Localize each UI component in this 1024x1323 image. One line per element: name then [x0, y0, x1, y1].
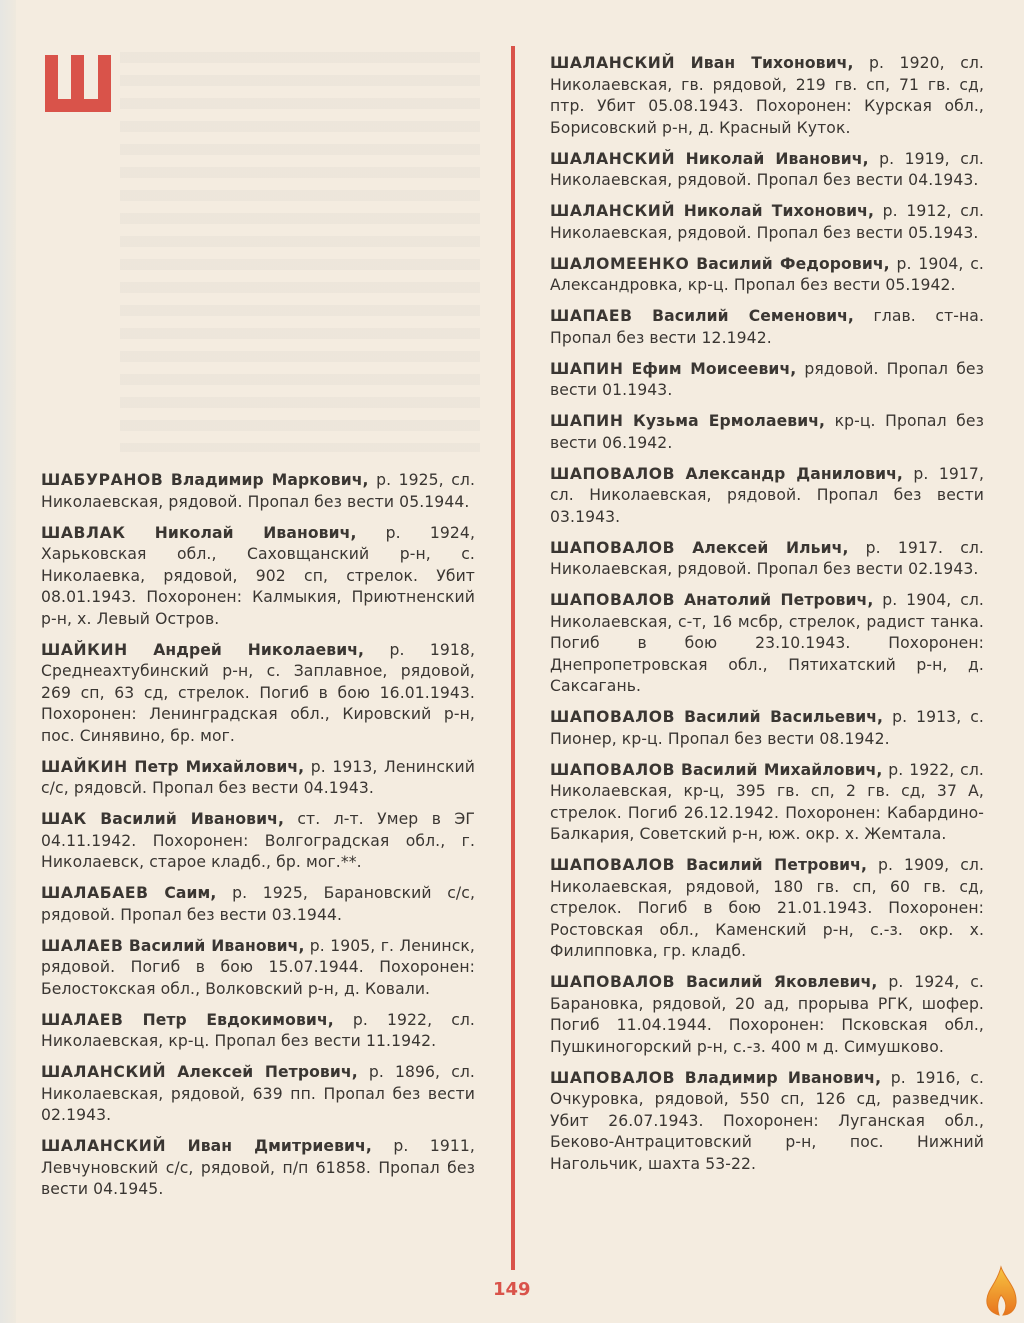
entry [550, 1068, 984, 1176]
entry-surname: ШАЛАНСКИЙ [550, 149, 676, 168]
entry-surname: ШАПОВАЛОВ [550, 538, 676, 557]
entry [550, 538, 984, 581]
entry [550, 707, 984, 750]
entry [41, 1062, 475, 1127]
entry-details: р. 1904, сл. Николаевская, с-т, 16 мсбр, стрелок, радист танка. Погиб в бою 23.10.1943. Похоронен: Днепропетровская обл., Пятихатский р-н, д. Саксагань. [550, 591, 984, 695]
entry-surname: ШАЛАНСКИЙ [41, 1137, 167, 1155]
entry-given-name: Александр Данилович, [685, 464, 903, 483]
entry-given-name: Петр Евдокимович, [142, 1010, 334, 1029]
entry [41, 523, 475, 631]
entry-details: р. 1922, сл. Николаевская, кр-ц, 395 гв. сп, 2 гв. сд, 37 А, стрелок. Погиб 26.12.1942. Похоронен: Кабардино-Балкария, Советский р-н, юж. окр. х. Жемтала. [550, 760, 984, 843]
entry-surname: ШАБУРАНОВ [41, 471, 164, 489]
entry-details: рядовой. Пропал без вести 01.1943. [550, 359, 984, 399]
entry [550, 760, 984, 846]
entry-details: р. 1905, г. Ленинск, рядовой. Погиб в бою 15.07.1944. Похоронен: Белостокская обл., Волковский р-н, д. Ковали. [41, 936, 475, 998]
entry [550, 149, 984, 192]
entry [550, 201, 984, 244]
entry [41, 1010, 475, 1053]
entry-details: р. 1911, Левчуновский с/с, рядовой, п/п 61858. Пропал без вести 04.1945. [41, 1137, 475, 1198]
entry [41, 470, 475, 513]
entry [550, 411, 984, 454]
entry-given-name: Николай Тихонович, [683, 202, 875, 220]
entry-details: р. 1924, Харьковская обл., Саховщанский р-н, с. Николаевка, рядовой, 902 сп, стрелок. Убит 08.01.1943. Похоронен: Калмыкия, Приютненский р-н, х. Левый Остров. [41, 523, 476, 628]
entry-given-name: Анатолий Петрович, [683, 591, 874, 609]
entry-given-name: Саим, [164, 884, 217, 902]
drop-cap-letter [45, 55, 111, 112]
entry-details: р. 1920, сл. Николаевская, гв. рядовой, 219 гв. сп, 71 гв. сд, птр. Убит 05.08.1943. Похоронен: Курская обл., Борисовский р-н, д. Красный Куток. [550, 54, 984, 137]
entry-given-name: Василий Семенович, [652, 307, 854, 325]
entry-surname: ШАПИН [550, 412, 624, 430]
entry [550, 53, 984, 139]
entry [41, 757, 475, 800]
column-divider [511, 46, 515, 1270]
entry-surname: ШАПОВАЛОВ [550, 973, 676, 991]
entry [550, 359, 984, 402]
entry [550, 590, 984, 698]
entry-given-name: Алексей Петрович, [177, 1063, 358, 1081]
entry-given-name: Василий Михайлович, [680, 760, 883, 779]
entry-surname: ШАПОВАЛОВ [550, 1068, 676, 1087]
entry-details: р. 1916, с. Очкуровка, рядовой, 550 сп, 126 сд, разведчик. Убит 26.07.1943. Похоронен: Луганская обл., Беково-Антрацитовский р-н, пос. Нижний Нагольчик, шахта 53-22. [550, 1068, 984, 1173]
entry-details: р. 1925, Барановский с/с, рядовой. Пропал без вести 03.1944. [41, 884, 475, 924]
entry-surname: ШАПОВАЛОВ [550, 856, 676, 874]
entry-surname: ШАЙКИН [41, 640, 128, 659]
entry-details: р. 1917. сл. Николаевская, рядовой. Пропал без вести 02.1943. [550, 538, 984, 578]
entry-details: р. 1917, сл. Николаевская, рядовой. Пропал без вести 03.1943. [550, 464, 985, 526]
entry-given-name: Василий Васильевич, [684, 708, 884, 726]
entry-given-name: Кузьма Ермолаевич, [633, 412, 826, 430]
entry-given-name: Иван Тихонович, [690, 54, 854, 72]
entry-given-name: Василий Иванович, [100, 810, 284, 828]
entry-surname: ШАПОВАЛОВ [550, 464, 676, 483]
bleed-through-texture [120, 52, 480, 452]
entry [550, 464, 984, 529]
entry-surname: ШАПОВАЛОВ [550, 760, 676, 779]
entry-surname: ШАПОВАЛОВ [550, 708, 676, 726]
entry [41, 640, 475, 748]
entry-details: р. 1925, сл. Николаевская, рядовой. Пропал без вести 05.1944. [41, 471, 476, 511]
entry-given-name: Владимир Иванович, [684, 1068, 882, 1087]
entry-surname: ШАПАЕВ [550, 307, 633, 325]
entry-details: р. 1904, с. Александровка, кр-ц. Пропал без вести 05.1942. [550, 254, 984, 294]
page-number: 149 [493, 1279, 531, 1300]
entry [41, 809, 475, 874]
entry [550, 254, 984, 297]
entry-details: р. 1924, с. Барановка, рядовой, 20 ад, прорыва РГК, шофер. Погиб 11.04.1944. Похоронен: Псковская обл., Пушкиногорский р-н, с.-з. 400 м д. Симушково. [550, 973, 984, 1056]
entry [550, 855, 984, 963]
entry-details: р. 1919, сл. Николаевская, рядовой. Пропал без вести 04.1943. [550, 149, 984, 189]
entry-given-name: Николай Иванович, [154, 523, 357, 542]
entry-surname: ШАК [41, 810, 87, 828]
entry-surname: ШАЛАНСКИЙ [550, 202, 676, 220]
entry [41, 1136, 475, 1201]
entry-surname: ШАЛАБАЕВ [41, 884, 149, 902]
entry-given-name: Петр Михайлович, [134, 757, 305, 776]
entry [41, 883, 475, 926]
entry-surname: ШАЛАЕВ [41, 936, 124, 955]
entry-details: р. 1922, сл. Николаевская, кр-ц. Пропал без вести 11.1942. [41, 1010, 475, 1050]
entry [550, 306, 984, 349]
entry-details: глав. ст-на. Пропал без вести 12.1942. [550, 307, 984, 347]
entry-surname: ШАЛОМЕЕНКО [550, 254, 690, 273]
entry-details: кр-ц. Пропал без вести 06.1942. [550, 412, 984, 452]
entry-details: р. 1912, сл. Николаевская, рядовой. Пропал без вести 05.1943. [550, 202, 984, 242]
entry-given-name: Алексей Ильич, [692, 538, 849, 557]
entry-details: р. 1913, с. Пионер, кр-ц. Пропал без вести 08.1942. [550, 708, 984, 748]
entry-details: ст. л-т. Умер в ЭГ 04.11.1942. Похоронен: Волгоградская обл., г. Николаевск, старое кладб., бр. мог.**. [41, 810, 475, 871]
right-column [550, 53, 984, 1185]
entry-given-name: Ефим Моисеевич, [631, 359, 797, 378]
entry-given-name: Василий Петрович, [686, 856, 867, 874]
entry-given-name: Андрей Николаевич, [153, 640, 365, 659]
entry-surname: ШАЛАНСКИЙ [41, 1063, 167, 1081]
entry-surname: ШАЛАЕВ [41, 1010, 124, 1029]
entry-surname: ШАЙКИН [41, 757, 128, 776]
entry-given-name: Иван Дмитриевич, [187, 1137, 372, 1155]
entry-surname: ШАПИН [550, 359, 624, 378]
entry-details: р. 1909, сл. Николаевская, рядовой, 180 гв. сп, 60 гв. сд, стрелок. Погиб в бою 21.01.1943. Похоронен: Ростовская обл., Каменский р-н, с.-з. окр. х. Филипповка, гр. кладб. [550, 856, 984, 960]
entry-given-name: Николай Иванович, [685, 149, 869, 168]
entry-surname: ШАЛАНСКИЙ [550, 54, 676, 72]
entry-details: р. 1918, Среднеахтубинский р-н, с. Заплавное, рядовой, 269 сп, 63 сд, стрелок. Погиб в бою 16.01.1943. Похоронен: Ленинградская обл., Кировский р-н, пос. Синявино, бр. мог. [41, 640, 476, 745]
flame-icon [983, 1265, 1019, 1317]
entry-given-name: Василий Иванович, [128, 936, 305, 955]
left-column [41, 470, 475, 1210]
paper-edge [0, 0, 16, 1323]
entry-details: р. 1913, Ленинский с/с, рядовсй. Пропал без вести 04.1943. [41, 757, 475, 797]
entry-details: р. 1896, сл. Николаевская, рядовой, 639 пп. Пропал без вести 02.1943. [41, 1063, 475, 1124]
entry-given-name: Василий Федорович, [696, 254, 890, 273]
entry [550, 972, 984, 1058]
entry-surname: ШАПОВАЛОВ [550, 591, 676, 609]
entry [41, 936, 475, 1001]
entry-given-name: Владимир Маркович, [170, 471, 369, 489]
entry-given-name: Василий Яковлевич, [685, 973, 878, 991]
entry-surname: ШАВЛАК [41, 523, 126, 542]
